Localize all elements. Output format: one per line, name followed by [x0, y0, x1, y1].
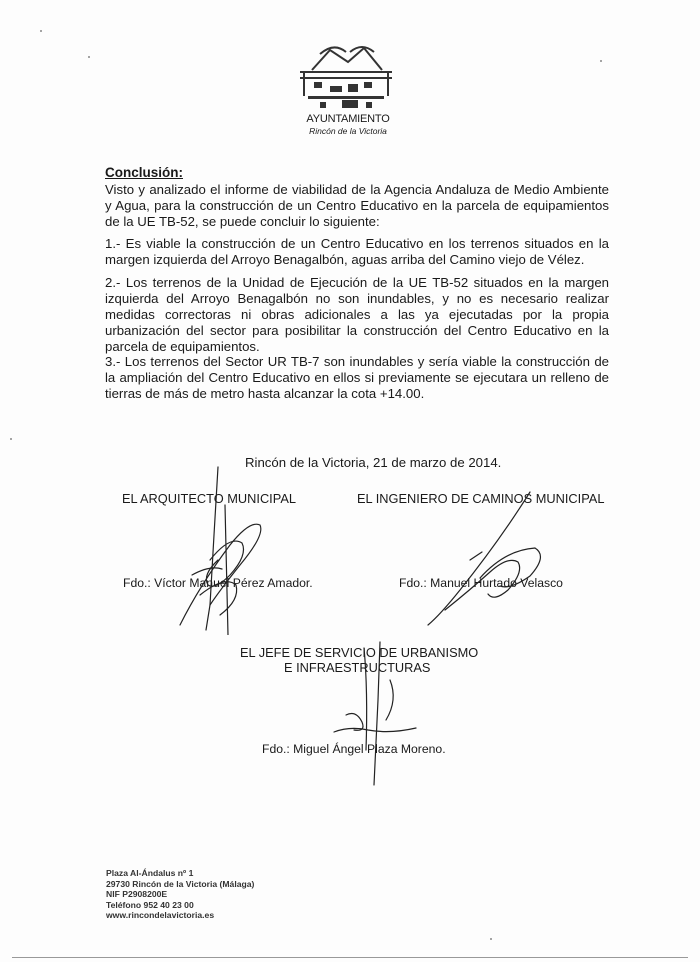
chief-title-line1: EL JEFE DE SERVICIO DE URBANISMO: [240, 645, 479, 660]
conclusion-item-3: 3.- Los terrenos del Sector UR TB-7 son inundables y sería viable la construcción de la ampliación del Centro Educativo en ellos si previamente se ejecutara un relleno de tierras de más de metro hasta alcanzar la cota +14.00.: [105, 354, 609, 401]
scan-speck: [40, 30, 42, 32]
footer-line: NIF P2908200E: [106, 889, 168, 899]
footer-line: Teléfono 952 40 23 00: [106, 899, 194, 910]
scan-speck: [600, 60, 602, 62]
engineer-name: Fdo.: Manuel Hurtado Velasco: [399, 576, 563, 590]
scan-speck: [490, 938, 492, 940]
architect-name: Fdo.: Víctor Manuel Pérez Amador.: [123, 576, 313, 590]
footer-line: Plaza Al-Ándalus nº 1: [106, 868, 194, 878]
conclusion-item-2: 2.- Los terrenos de la Unidad de Ejecución de la UE TB-52 situados en la margen izquierda del Arroyo Benagalbón no son inundables, y no es necesario realizar medidas correctoras ni obras adicionales a las ya ejecutadas por la propia urbanización del sector para posibilitar la construcción del Centro Educativo en la parcela de equipamientos.: [105, 275, 609, 354]
chief-title-line2: E INFRAESTRUCTURAS: [284, 660, 431, 675]
scan-speck: [10, 438, 12, 440]
footer-line: 29730 Rincón de la Victoria (Málaga): [106, 878, 255, 889]
engineer-title: EL INGENIERO DE CAMINOS MUNICIPAL: [357, 491, 605, 506]
intro-paragraph: Visto y analizado el informe de viabilidad de la Agencia Andaluza de Medio Ambiente y Agua, para la construcción de un Centro Educativo en la parcela de equipamientos de la UE TB-52, se puede concluir lo siguiente:: [105, 182, 609, 229]
chief-name: Fdo.: Miguel Ángel Plaza Moreno.: [262, 742, 446, 756]
footer-line: www.rincondelavictoria.es: [106, 910, 215, 920]
page-edge-divider: [12, 957, 688, 958]
section-heading: Conclusión:: [105, 165, 183, 180]
org-subtitle: Rincón de la Victoria: [309, 126, 387, 136]
town-hall-logo-icon: [290, 40, 402, 112]
org-name: AYUNTAMIENTO: [306, 113, 390, 125]
architect-title: EL ARQUITECTO MUNICIPAL: [122, 491, 296, 506]
engineer-signature-icon: [410, 490, 560, 630]
footer-address: [106, 868, 254, 921]
date-line: Rincón de la Victoria, 21 de marzo de 2014.: [245, 455, 502, 470]
scan-speck: [88, 56, 90, 58]
conclusion-item-1: 1.- Es viable la construcción de un Centro Educativo en los terrenos situados en la margen izquierda del Arroyo Benagalbón, aguas arriba del Camino viejo de Vélez.: [105, 236, 609, 267]
